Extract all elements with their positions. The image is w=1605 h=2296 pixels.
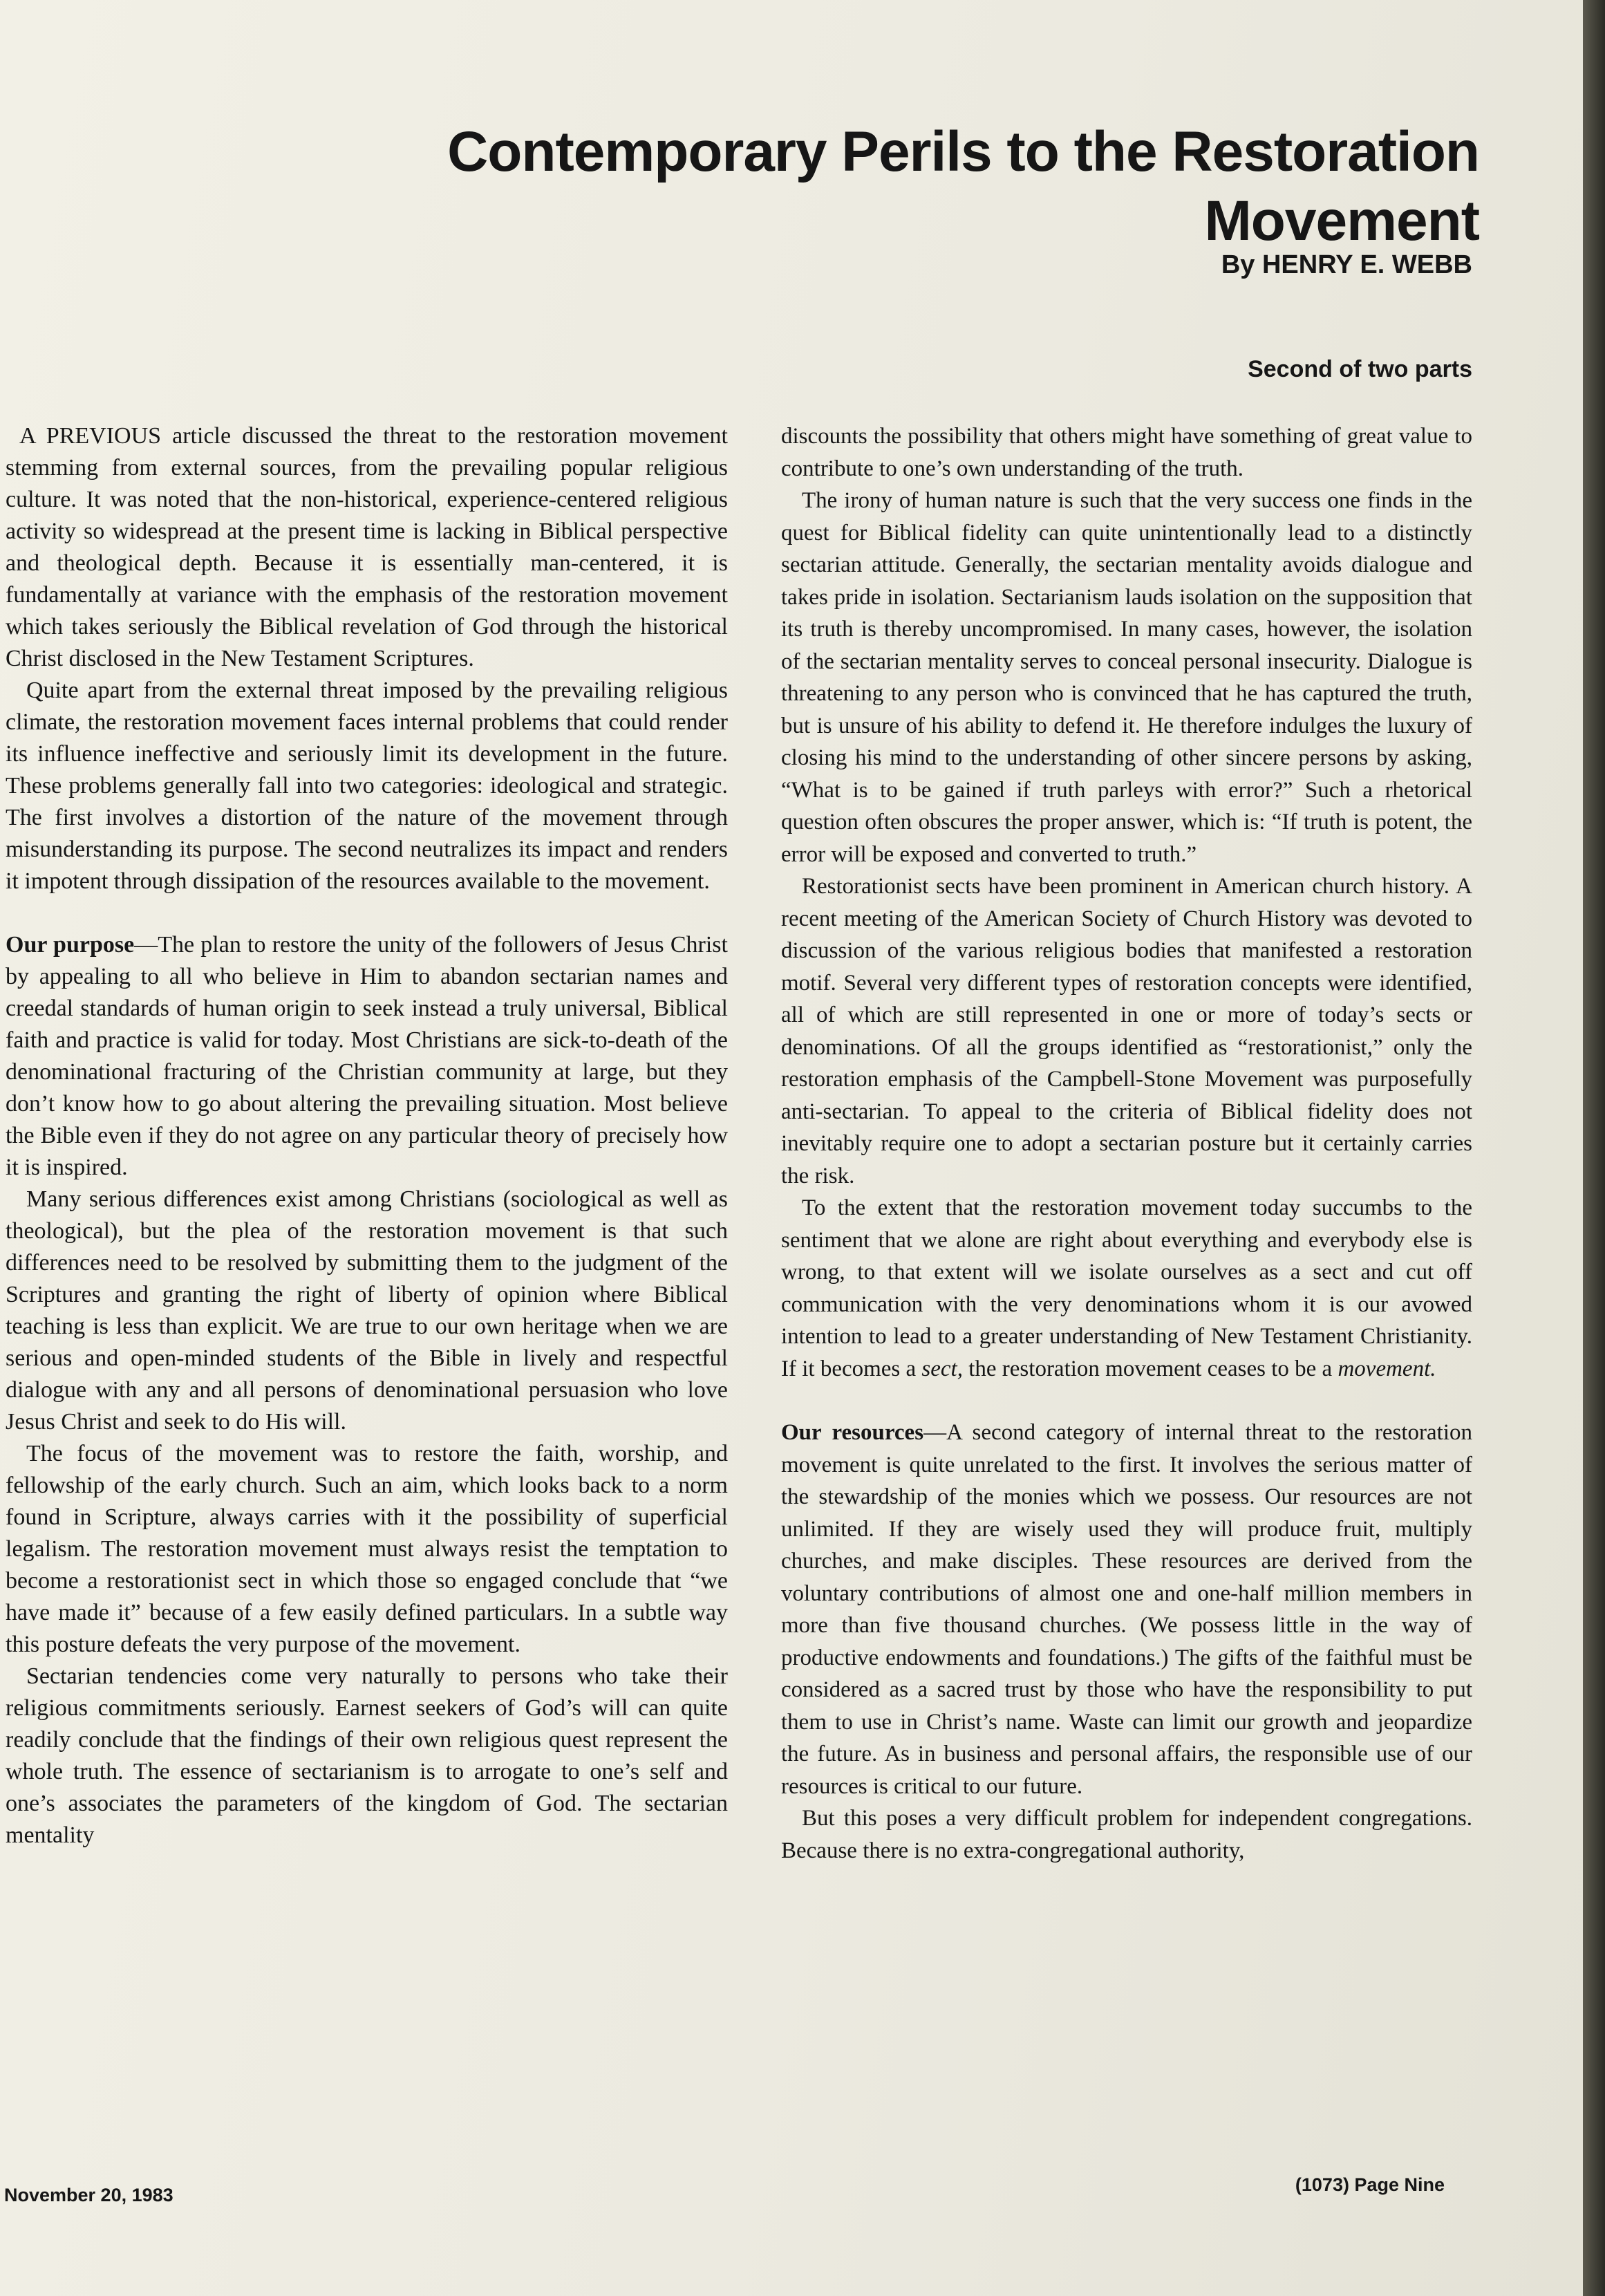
paragraph: Sectarian tendencies come very naturally to persons who take their religious commitments seriously. Earnest seekers of God’s will can quite readily conclude that the findings of their own religious quest represent the whole truth. The essence of sectarianism is to arrogate to one’s self and one’s associates the parameters of the kingdom of God. The sectarian mentality	[6, 1663, 728, 1848]
section-heading: Our purpose	[6, 932, 135, 958]
part-label: Second of two parts	[1248, 356, 1472, 382]
emphasis: movement.	[1338, 1356, 1436, 1381]
paragraph: But this poses a very difficult problem for independent congregations. Because there is no extra-congregational authority,	[781, 1806, 1472, 1863]
paragraph: A PREVIOUS article discussed the threat to the restoration movement stemming from external sources, from the prevailing popular religious culture. It was noted that the non-historical, experience-centered religious activity so widespread at the present time is lacking in Biblical perspective and theological depth. Because it is essentially man-centered, it is fundamentally at variance with the emphasis of the restoration movement which takes seriously the Biblical revelation of God through the historical Christ disclosed in the New Testament Scriptures.	[6, 423, 728, 671]
paragraph: The focus of the movement was to restore the faith, worship, and fellowship of the early church. Such an aim, which looks back to a norm found in Scripture, always carries with it the possibility of superficial legalism. The restoration movement must always resist the temptation to become a restorationist sect in which those so engaged conclude that “we have made it” because of a few easily defined particulars. In a subtle way this posture defeats the very purpose of the movement.	[6, 1441, 728, 1657]
paragraph: Restorationist sects have been prominent in American church history. A recent meeting of the American Society of Church History was devoted to discussion of the various religious bodies that manifested a restoration motif. Several very different types of restoration concepts were identified, all of which are still represented in one or more of today’s sects or denominations. Of all the groups identified as “restorationist,” only the restoration emphasis of the Campbell-Stone Movement was purposefully anti-sectarian. To appeal to the criteria of Biblical fidelity does not inevitably require one to adopt a sectarian posture but it certainly carries the risk.	[781, 874, 1472, 1188]
section-heading: Our resources	[781, 1420, 924, 1445]
section-paragraph	[6, 929, 728, 1184]
article-title: Contemporary Perils to the Restoration Movement	[447, 120, 1479, 252]
page-edge	[1583, 0, 1605, 2296]
right-column	[781, 420, 1472, 1867]
left-column	[6, 420, 728, 1851]
paragraph-text: —The plan to restore the unity of the followers of Jesus Christ by appealing to all who believe in Him to abandon sectarian names and creedal standards of human origin to seek instead a truly universal, Biblical faith and practice is valid for today. Most Christians are sick-to-death of the denominational fracturing of the Christian community at large, but they don’t know how to go about altering the prevailing situation. Most believe the Bible even if they do not agree on any particular theory of precisely how it is inspired.	[6, 932, 728, 1180]
paragraph-text: To the extent that the restoration movement today succumbs to the sentiment that we alone are right about everything and everybody else is wrong, to that extent will we isolate ourselves as a sect and cut off communication with the very denominations whom it is our avowed intention to lead to a greater understanding of New Testament Christianity. If it becomes a	[781, 1195, 1472, 1381]
paragraph: The irony of human nature is such that the very success one finds in the quest for Biblical fidelity can quite unintentionally lead to a distinctly sectarian attitude. Generally, the sectarian mentality avoids dialogue and takes pride in isolation. Sectarianism lauds isolation on the supposition that its truth is thereby uncompromised. In many cases, however, the isolation of the sectarian mentality serves to conceal personal insecurity. Dialogue is threatening to any person who is convinced that he has captured the truth, but is unsure of his ability to defend it. He therefore indulges the luxury of closing his mind to the understanding of other sincere persons by asking, “What is to be gained if truth parleys with error?” Such a rhetorical question often obscures the proper answer, which is: “If truth is potent, the error will be exposed and converted to truth.”	[781, 488, 1472, 867]
paragraph: Quite apart from the external threat imposed by the prevailing religious climate, the restoration movement faces internal problems that could render its influence ineffective and seriously limit its development in the future. These problems generally fall into two categories: ideological and strategic. The first involves a distortion of the nature of the movement through misunderstanding its purpose. The second neutralizes its impact and renders it impotent through dissipation of the resources available to the movement.	[6, 678, 728, 894]
paragraph-text: the restoration movement ceases to be a	[962, 1356, 1338, 1381]
page-number: (1073) Page Nine	[1295, 2174, 1445, 2195]
emphasis: sect,	[921, 1356, 963, 1381]
byline: By HENRY E. WEBB	[1221, 250, 1472, 279]
paragraph-text: —A second category of internal threat to the restoration movement is quite unrelated to the first. It involves the serious matter of the stewardship of the monies which we possess. Our resources are not unlimited. If they are wisely used they will produce fruit, multiply churches, and make disciples. These resources are derived from the voluntary contributions of almost one and one-half million members in more than five thousand churches. (We possess little in the way of productive endowments and foundations.) The gifts of the faithful must be considered as a sacred trust by those who have the responsibility to put them to use in Christ’s name. Waste can limit our growth and jeopardize the future. As in business and personal affairs, the responsible use of our resources is critical to our future.	[781, 1420, 1473, 1799]
paragraph: discounts the possibility that others might have something of great value to contribute to one’s own understanding of the truth.	[781, 424, 1472, 481]
section-paragraph	[781, 1417, 1472, 1802]
issue-date: November 20, 1983	[4, 2185, 173, 2205]
paragraph	[781, 1192, 1472, 1385]
paragraph: Many serious differences exist among Christians (sociological as well as theological), but the plea of the restoration movement is that such differences need to be resolved by submitting them to the judgment of the Scriptures and granting the right of liberty of opinion where Biblical teaching is less than explicit. We are true to our own heritage when we are serious and open-minded students of the Bible in lively and respectful dialogue with any and all persons of denominational persuasion who love Jesus Christ and seek to do His will.	[6, 1186, 728, 1435]
